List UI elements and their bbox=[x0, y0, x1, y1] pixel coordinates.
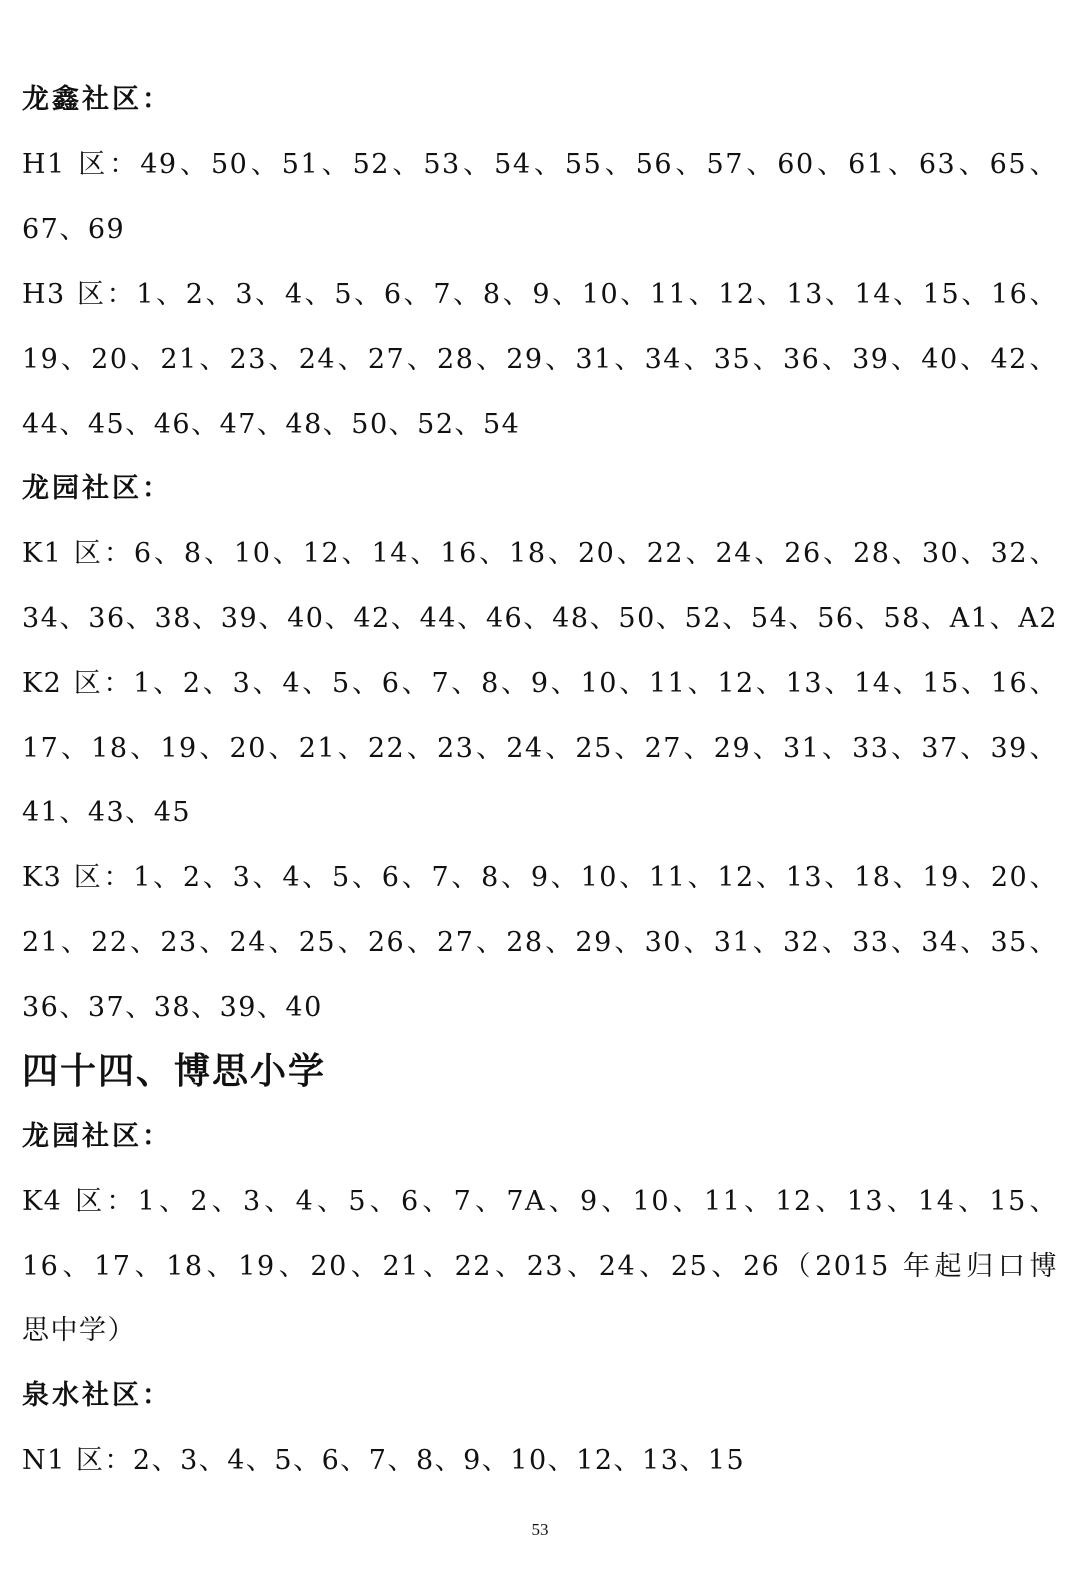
zone-h1-line-1: H1 区：49、50、51、52、53、54、55、56、57、60、61、63、65、 bbox=[22, 149, 1058, 180]
zone-h3-line-1: H3 区：1、2、3、4、5、6、7、8、9、10、11、12、13、14、15、16、 bbox=[22, 279, 1058, 310]
zone-k3-line-1: K3 区：1、2、3、4、5、6、7、8、9、10、11、12、13、18、19、20、 bbox=[22, 862, 1058, 893]
page-number: 53 bbox=[531, 1520, 549, 1539]
zone-k3-line-2: 21、22、23、24、25、26、27、28、29、30、31、32、33、34、35、 bbox=[22, 927, 1058, 958]
community-heading-quanshui: 泉水社区： bbox=[22, 1380, 172, 1411]
zone-n1-line-1: N1 区：2、3、4、5、6、7、8、9、10、12、13、15 bbox=[22, 1445, 746, 1476]
zone-k4-line-3: 思中学） bbox=[22, 1315, 136, 1346]
section-title: 四十四、博思小学 bbox=[22, 1051, 327, 1092]
zone-k2-line-3: 41、43、45 bbox=[22, 797, 192, 828]
zone-k4-line-2: 16、17、18、19、20、21、22、23、24、25、26（2015 年起归口博 bbox=[22, 1251, 1058, 1282]
zone-k2-line-2: 17、18、19、20、21、22、23、24、25、27、29、31、33、37、39、 bbox=[22, 733, 1058, 764]
community-heading-longxin: 龙鑫社区： bbox=[22, 84, 172, 115]
zone-k4-line-1: K4 区：1、2、3、4、5、6、7、7A、9、10、11、12、13、14、15、 bbox=[22, 1186, 1058, 1217]
community-heading-longyuan: 龙园社区： bbox=[22, 473, 172, 504]
zone-h1-line-2: 67、69 bbox=[22, 214, 126, 245]
community-heading-longyuan-2: 龙园社区： bbox=[22, 1121, 172, 1152]
zone-k1-line-1: K1 区：6、8、10、12、14、16、18、20、22、24、26、28、30、32、 bbox=[22, 538, 1058, 569]
zone-h3-line-3: 44、45、46、47、48、50、52、54 bbox=[22, 409, 521, 440]
zone-h3-line-2: 19、20、21、23、24、27、28、29、31、34、35、36、39、40、42、 bbox=[22, 344, 1058, 375]
zone-k3-line-3: 36、37、38、39、40 bbox=[22, 992, 323, 1023]
zone-k2-line-1: K2 区：1、2、3、4、5、6、7、8、9、10、11、12、13、14、15、16、 bbox=[22, 668, 1058, 699]
zone-k1-line-2: 34、36、38、39、40、42、44、46、48、50、52、54、56、58、A1、A2 bbox=[22, 603, 1058, 634]
